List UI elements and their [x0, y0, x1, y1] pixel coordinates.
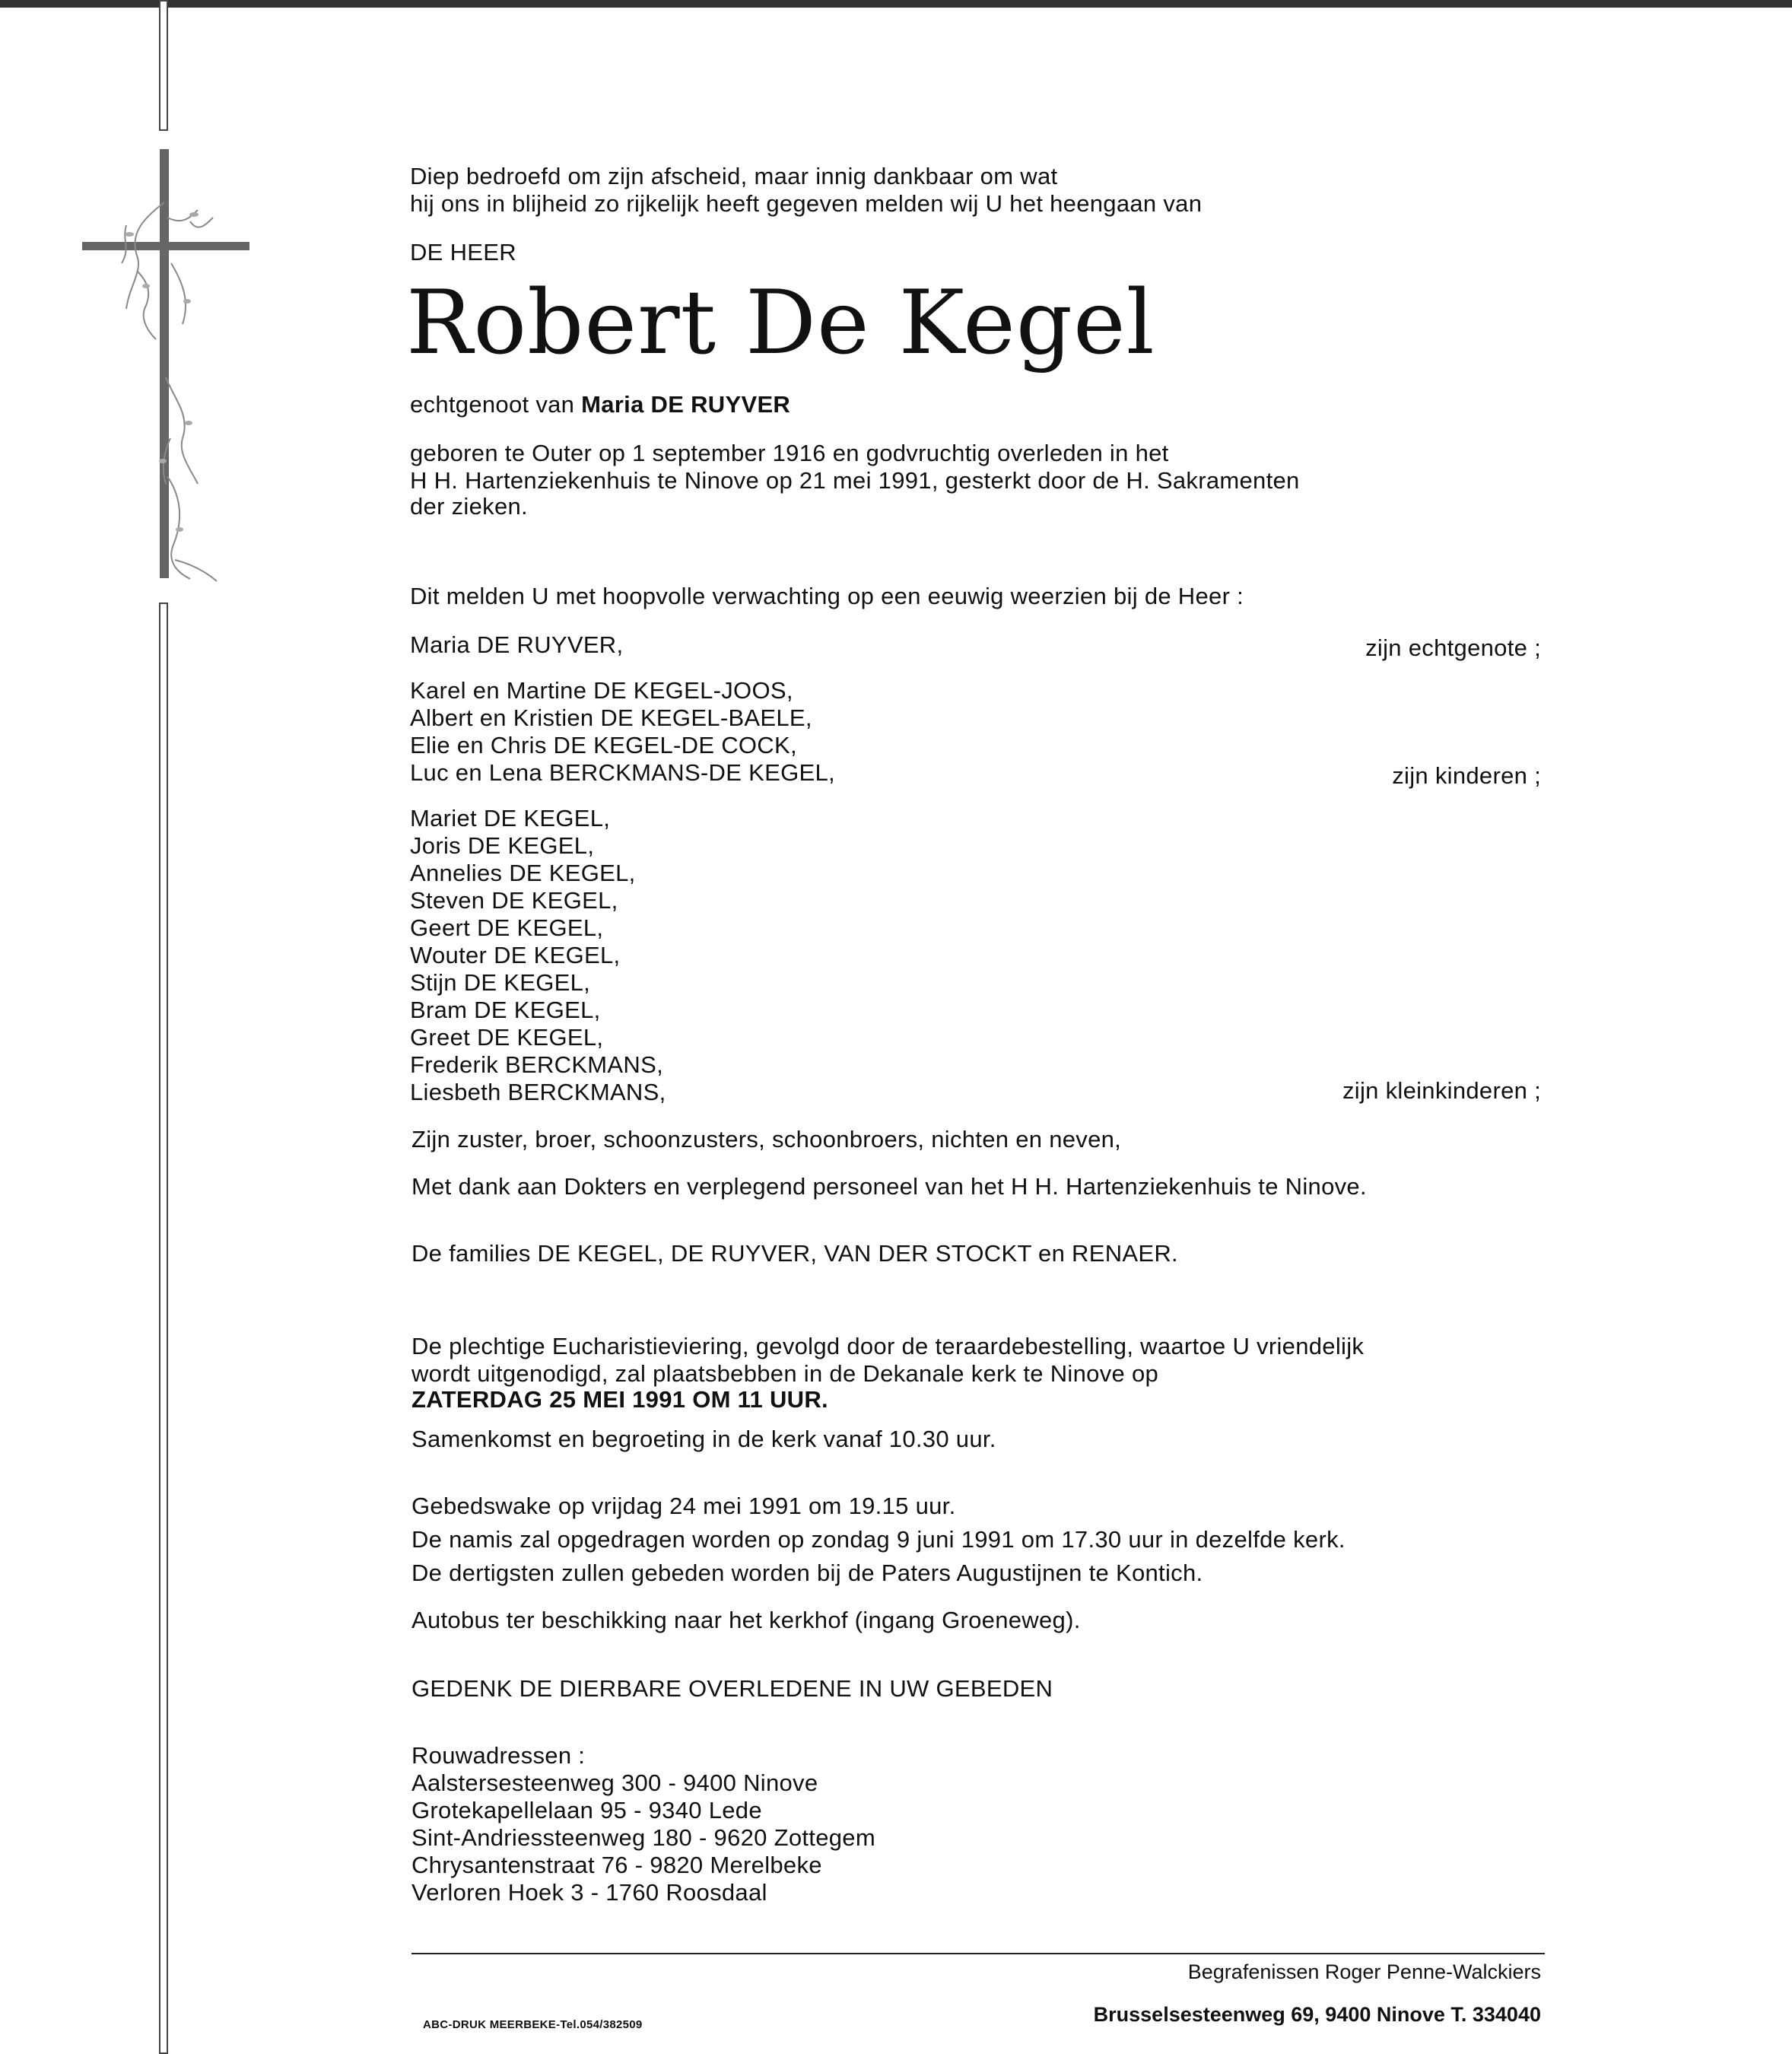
relatives: Zijn zuster, broer, schoonzusters, schoonbroers, nichten en neven, [411, 1126, 1122, 1153]
wife-role: zijn echtgenote ; [1365, 634, 1541, 661]
grandchild-6: Wouter DE KEGEL, [410, 942, 621, 968]
wife-name: Maria DE RUYVER, [410, 631, 624, 658]
grandchild-1: Mariet DE KEGEL, [410, 805, 611, 831]
deceased-name: Robert De Kegel [406, 272, 1155, 374]
rail-upper [159, 0, 168, 131]
grandchild-11: Liesbeth BERCKMANS, [410, 1079, 666, 1105]
address-3: Sint-Andriessteenweg 180 - 9620 Zottegem [411, 1824, 875, 1851]
birth-death-line-1: geboren te Outer op 1 september 1916 en godvruchtig overleden in het [410, 440, 1169, 466]
addresses-heading: Rouwadressen : [411, 1742, 586, 1769]
rail-lower [159, 603, 168, 2054]
printer-imprint: ABC-DRUK MEERBEKE-Tel.054/382509 [423, 2018, 643, 2031]
child-4: Luc en Lena BERCKMANS-DE KEGEL, [410, 759, 835, 786]
mass: De namis zal opgedragen worden op zondag 9 juni 1991 om 17.30 uur in dezelfde kerk. [411, 1526, 1346, 1553]
undertaker-line-2: Brusselsesteenweg 69, 9400 Ninove T. 334040 [1093, 2003, 1541, 2026]
families: De families DE KEGEL, DE RUYVER, VAN DER STOCKT en RENAER. [411, 1240, 1178, 1267]
children-role: zijn kinderen ; [1392, 762, 1541, 789]
grandchild-4: Steven DE KEGEL, [410, 887, 618, 914]
grandchild-5: Geert DE KEGEL, [410, 914, 604, 941]
grandchild-8: Bram DE KEGEL, [410, 997, 601, 1023]
thanks: Met dank aan Dokters en verplegend personeel van het H H. Hartenziekenhuis te Ninove. [411, 1173, 1367, 1200]
child-1: Karel en Martine DE KEGEL-JOOS, [410, 677, 793, 704]
birth-death-line-3: der zieken. [410, 493, 528, 520]
intro-line-2: hij ons in blijheid zo rijkelijk heeft gegeven melden wij U het heengaan van [410, 190, 1203, 217]
footer-divider [411, 1953, 1545, 1954]
remember: GEDENK DE DIERBARE OVERLEDENE IN UW GEBEDEN [411, 1675, 1053, 1702]
undertaker-line-1: Begrafenissen Roger Penne-Walckiers [1187, 1960, 1541, 1983]
grandchild-9: Greet DE KEGEL, [410, 1024, 604, 1051]
grandchild-3: Annelies DE KEGEL, [410, 860, 636, 886]
announce: Dit melden U met hoopvolle verwachting op een eeuwig weerzien bij de Heer : [410, 583, 1244, 609]
child-2: Albert en Kristien DE KEGEL-BAELE, [410, 704, 812, 731]
top-border [0, 0, 1792, 8]
grandchild-2: Joris DE KEGEL, [410, 832, 595, 859]
wake: Gebedswake op vrijdag 24 mei 1991 om 19.15 uur. [411, 1493, 956, 1519]
title: DE HEER [410, 239, 516, 265]
ceremony-date: ZATERDAG 25 MEI 1991 OM 11 UUR. [411, 1386, 828, 1413]
birth-death-line-2: H H. Hartenziekenhuis te Ninove op 21 mei 1991, gesterkt door de H. Sakramenten [410, 467, 1300, 494]
grandchildren-role: zijn kleinkinderen ; [1342, 1077, 1541, 1104]
ceremony-line-2: wordt uitgenodigd, zal plaatsbebben in de Dekanale kerk te Ninove op [411, 1360, 1159, 1387]
address-5: Verloren Hoek 3 - 1760 Roosdaal [411, 1879, 767, 1906]
address-4: Chrysantenstraat 76 - 9820 Merelbeke [411, 1852, 822, 1878]
grandchild-10: Frederik BERCKMANS, [410, 1051, 663, 1078]
cross-icon [76, 149, 259, 583]
spouse-prefix: echtgenoot van [410, 391, 575, 418]
grandchild-7: Stijn DE KEGEL, [410, 969, 591, 996]
intro-line-1: Diep bedroefd om zijn afscheid, maar innig dankbaar om wat [410, 163, 1058, 189]
address-1: Aalstersesteenweg 300 - 9400 Ninove [411, 1769, 818, 1796]
ceremony-line-1: De plechtige Eucharistieviering, gevolgd door de teraardebestelling, waartoe U vriendelijk [411, 1333, 1365, 1359]
spouse-name: Maria DE RUYVER [581, 391, 791, 418]
gathering: Samenkomst en begroeting in de kerk vanaf 10.30 uur. [411, 1426, 996, 1452]
spouse-line [410, 391, 790, 418]
address-2: Grotekapellelaan 95 - 9340 Lede [411, 1797, 762, 1823]
bus: Autobus ter beschikking naar het kerkhof (ingang Groeneweg). [411, 1607, 1081, 1633]
thirtieth: De dertigsten zullen gebeden worden bij de Paters Augustijnen te Kontich. [411, 1560, 1203, 1586]
child-3: Elie en Chris DE KEGEL-DE COCK, [410, 732, 797, 758]
